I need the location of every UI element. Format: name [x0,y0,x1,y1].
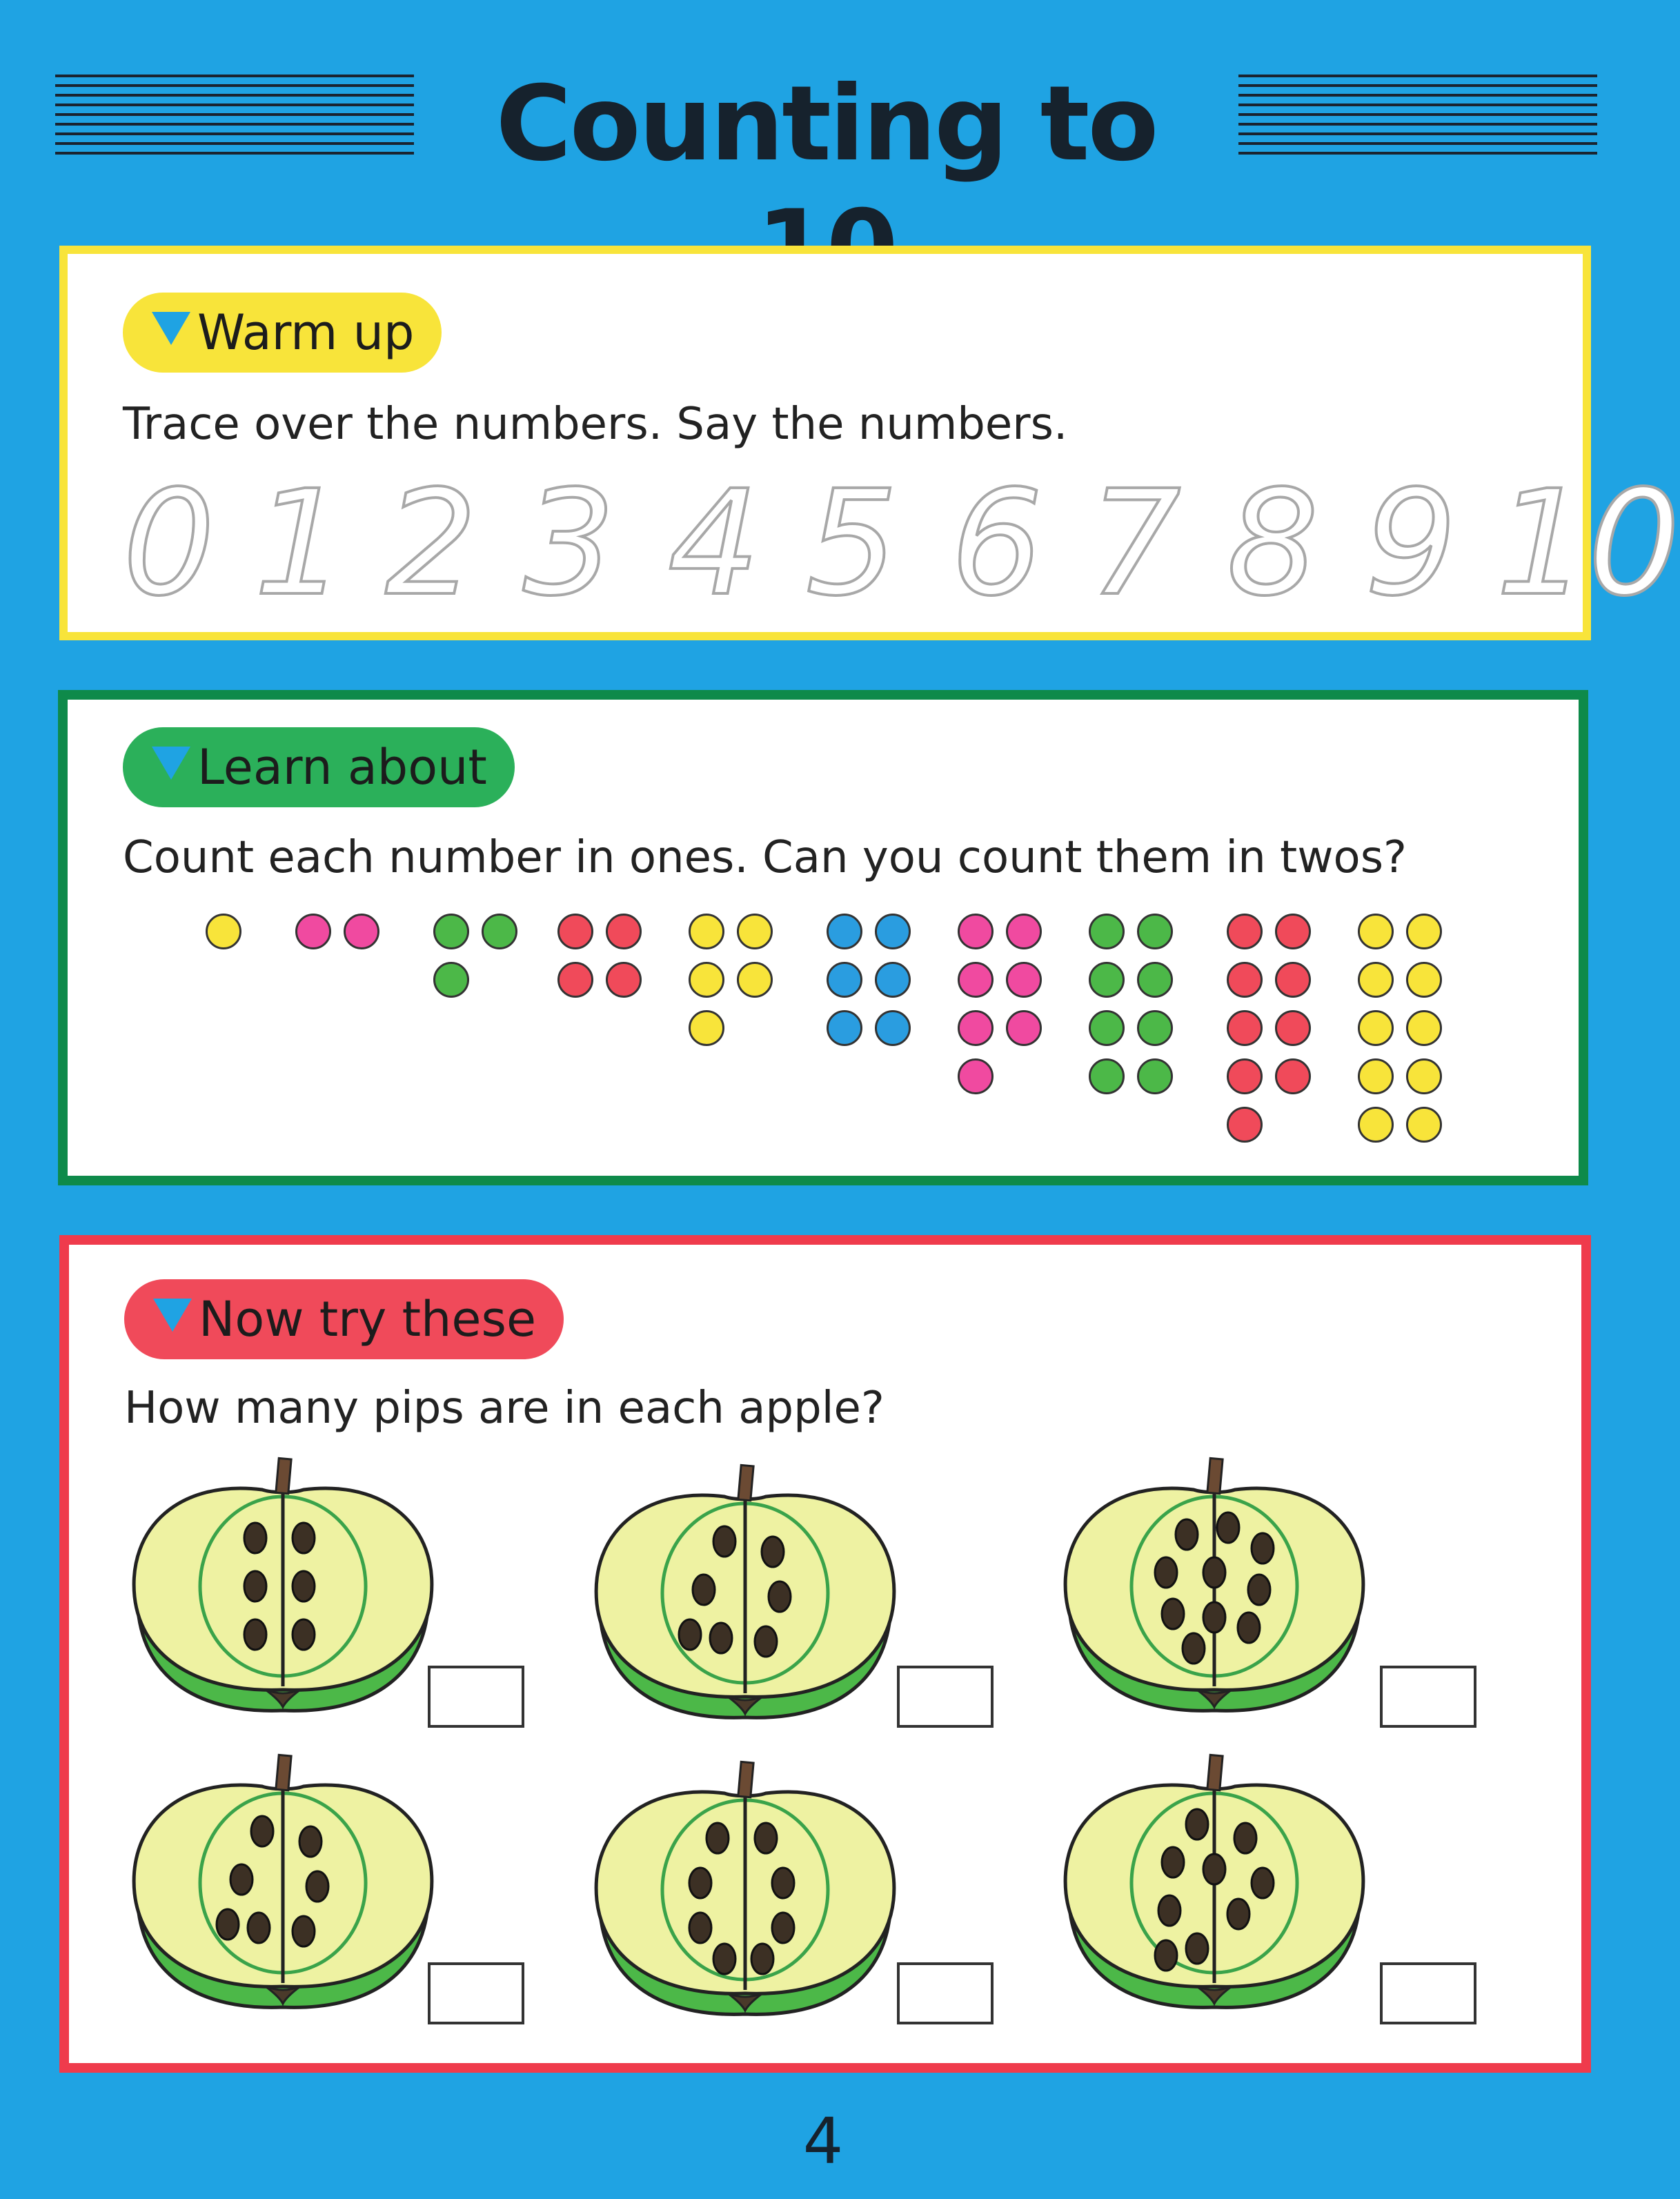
counting-dot [689,962,724,998]
counting-dot [1137,914,1173,949]
warm-up-label [123,293,442,373]
counting-dot [875,914,911,949]
counting-dot [344,914,379,949]
apple-pip [1234,1823,1256,1853]
trace-number: 3 [523,459,615,628]
counting-dot [1227,962,1263,998]
title-row [0,62,1646,193]
counting-dot [1089,914,1125,949]
apple-illustration [124,1459,442,1735]
trace-number: 10 [1496,459,1680,628]
apple-pip [306,1871,328,1902]
learn-about-panel [58,690,1588,1185]
apple-pip [293,1619,315,1650]
apple-pip [769,1581,791,1612]
answer-box[interactable] [428,1962,524,2024]
apple-pip [693,1575,715,1605]
counting-dot [1275,962,1311,998]
apple-illustration [586,1466,904,1742]
apple-pip [248,1913,270,1943]
apple-pip [1186,1933,1208,1964]
counting-dot [1406,1010,1442,1046]
triangle-icon [153,1299,192,1332]
apple-pip [710,1623,732,1653]
counting-dot [1137,1058,1173,1094]
apple-pip [751,1944,773,1974]
apple-pip [244,1571,266,1601]
apple-pip [1238,1613,1260,1643]
apple-pip [1252,1533,1274,1564]
counting-dot [1275,914,1311,949]
trace-number: 7 [1089,459,1181,628]
trace-number: 2 [385,459,477,628]
counting-dot [1358,1107,1394,1143]
counting-dot [1089,1058,1125,1094]
counting-dot [827,962,862,998]
counting-dot [737,914,773,949]
apple-pip [1176,1519,1198,1550]
title-decoration-left [55,75,414,164]
counting-dot [433,962,469,998]
warm-up-panel [59,246,1680,640]
apple-pip [244,1619,266,1650]
apple-pip [251,1816,273,1846]
trace-number: 5 [806,459,898,628]
counting-dot [875,962,911,998]
counting-dot [1089,1010,1125,1046]
counting-dot [1006,962,1042,998]
answer-box[interactable] [1380,1962,1476,2024]
now-try-these-label [124,1279,564,1359]
apple-pip [293,1571,315,1601]
learn-about-instruction: Count each number in ones. Can you count them in twos? [123,832,1407,883]
counting-dot [958,962,994,998]
apple-pip [1248,1575,1270,1605]
apple-pip [713,1526,735,1557]
counting-dot [1358,1058,1394,1094]
apple-pip [1155,1557,1177,1588]
apple-pip [1227,1899,1249,1929]
page-title: Counting to [495,64,1157,184]
counting-dot [1275,1058,1311,1094]
apple-pip [706,1823,729,1853]
apple-pip [1162,1847,1184,1877]
apple-pip [217,1909,239,1940]
counting-dot [1137,1010,1173,1046]
page-number: 4 [802,2104,844,2178]
apple-pip [1162,1599,1184,1629]
counting-dot [433,914,469,949]
apple-pip [689,1913,711,1943]
apple-pip [293,1523,315,1553]
apple-pip [244,1523,266,1553]
apple-pip [772,1913,794,1943]
counting-dot [958,1010,994,1046]
apple-pip [1183,1633,1205,1664]
counting-dot [1358,914,1394,949]
counting-dot [1006,914,1042,949]
trace-number: 6 [951,459,1043,628]
tracing-numbers [123,459,1680,628]
apple-illustration [124,1755,442,2031]
counting-dot [1406,914,1442,949]
counting-dot [1358,962,1394,998]
counting-dot [1089,962,1125,998]
counting-dot [206,914,241,949]
title-decoration-right [1238,75,1597,164]
counting-dot [1227,1058,1263,1094]
counting-dot [1006,1010,1042,1046]
counting-dot [737,962,773,998]
counting-dot [1406,1107,1442,1143]
apple-pip [679,1619,701,1650]
counting-dot [295,914,331,949]
counting-dot [1358,1010,1394,1046]
apple-pip [299,1826,322,1857]
trace-number: 8 [1227,459,1319,628]
answer-box[interactable] [428,1666,524,1728]
apple-pip [1217,1512,1239,1543]
counting-dot [1137,962,1173,998]
apple-pip [1203,1557,1225,1588]
counting-dot [958,1058,994,1094]
counting-dot [1227,1010,1263,1046]
triangle-icon [152,747,190,780]
counting-dot [557,914,593,949]
counting-dot [1406,1058,1442,1094]
counting-dot [557,962,593,998]
counting-dot [958,914,994,949]
counting-dot [827,914,862,949]
trace-number: 9 [1365,459,1457,628]
counting-dot [1275,1010,1311,1046]
learn-about-label [123,727,515,807]
counting-dot [689,1010,724,1046]
counting-dot [1406,962,1442,998]
answer-box[interactable] [1380,1666,1476,1728]
apple-pip [293,1916,315,1946]
counting-dot [1227,1107,1263,1143]
apple-pip [1203,1602,1225,1633]
counting-dot [482,914,517,949]
counting-dot [1227,914,1263,949]
warm-up-label-text: Warm up [197,304,415,361]
trace-number: 1 [254,459,346,628]
now-try-instruction: How many pips are in each apple? [124,1383,885,1434]
apple-pip [1158,1895,1180,1926]
warm-up-instruction: Trace over the numbers. Say the numbers. [123,399,1068,450]
counting-dot [875,1010,911,1046]
apple-pip [1203,1854,1225,1884]
apple-illustration [586,1762,904,2038]
triangle-icon [152,312,190,345]
answer-box[interactable] [897,1666,994,1728]
counting-dot [689,914,724,949]
learn-about-label-text: Learn about [197,739,487,796]
apple-pip [772,1868,794,1898]
apple-pip [713,1944,735,1974]
now-try-these-label-text: Now try these [199,1291,537,1348]
apple-pip [230,1864,253,1895]
apple-illustration [1056,1459,1373,1735]
apple-pip [1186,1809,1208,1840]
apple-pip [762,1537,784,1567]
apple-pip [689,1868,711,1898]
apple-illustration [1056,1755,1373,2031]
answer-box[interactable] [897,1962,994,2024]
trace-number: 0 [123,459,215,628]
trace-number: 4 [668,459,760,628]
counting-dot [606,914,642,949]
now-try-these-panel [59,1235,1591,2073]
apple-pip [755,1626,777,1657]
counting-dot [827,1010,862,1046]
apple-pip [755,1823,777,1853]
apple-pip [1155,1940,1177,1971]
counting-dot [606,962,642,998]
apple-pip [1252,1868,1274,1898]
